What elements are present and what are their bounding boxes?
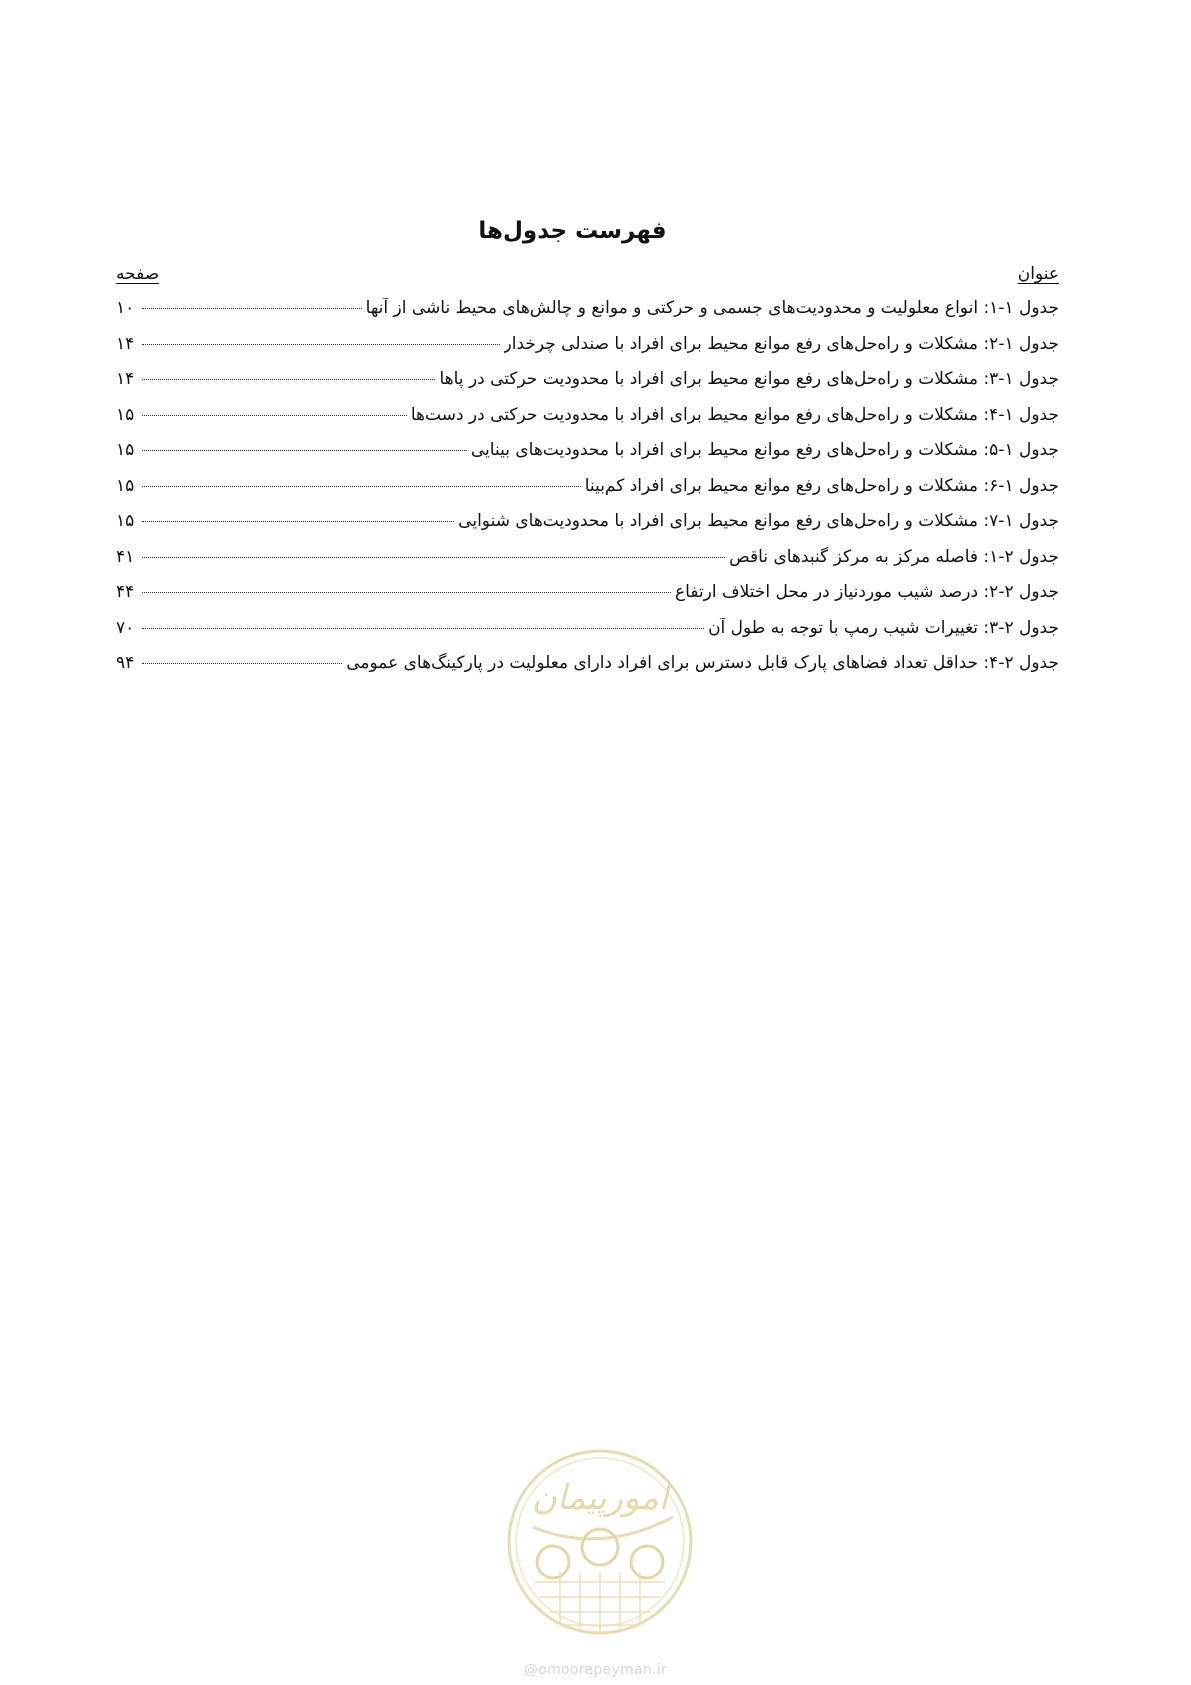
toc-entry-page: ۴۴ [116,582,135,602]
toc-entry[interactable] [116,440,1059,476]
dot-leader [142,415,407,416]
toc-entry-label: جدول ۲-۱: فاصله مرکز به مرکز گنبدهای ناقص [729,546,1059,567]
toc-entry-label: جدول ۱-۷: مشکلات و راه‌حل‌های رفع موانع محیط برای افراد با محدودیت‌های شنوایی [458,511,1059,531]
toc-entry-label: جدول ۲-۲: درصد شیب موردنیاز در محل اختلاف ارتفاع [675,582,1059,602]
toc-entry-label: جدول ۱-۴: مشکلات و راه‌حل‌های رفع موانع محیط برای افراد با محدودیت حرکتی در دست‌ها [410,404,1059,425]
dot-leader [142,379,435,380]
watermark-url: @omoorepeyman.ir [523,1662,668,1678]
toc-entry-page: ۹۴ [116,653,135,673]
toc-entry[interactable] [116,618,1059,654]
dot-leader [142,344,500,345]
dot-leader [142,557,725,558]
toc-entry-page: ۱۰ [116,298,135,318]
dot-leader [142,486,581,487]
toc-entry-label: جدول ۲-۳: تغییرات شیب رمپ با توجه به طول آن [708,617,1059,638]
toc-entry[interactable] [116,547,1059,583]
dot-leader [142,592,671,593]
toc-entry[interactable] [116,511,1059,547]
toc-entry[interactable] [116,334,1059,370]
toc-entry-page: ۱۴ [116,369,135,389]
toc-entry[interactable] [116,476,1059,512]
toc-entry-page: ۱۵ [116,511,135,531]
page-title: فهرست جدول‌ها [478,218,667,244]
toc-entry[interactable] [116,653,1059,689]
title-column-header: عنوان [1017,264,1059,284]
toc-entry-label: جدول ۱-۲: مشکلات و راه‌حل‌های رفع موانع محیط برای افراد با صندلی چرخدار [503,333,1059,354]
toc-entry-label: جدول ۱-۶: مشکلات و راه‌حل‌های رفع موانع محیط برای افراد کم‌بینا [584,475,1059,496]
toc-entry[interactable] [116,405,1059,441]
watermark-logo [505,1447,695,1637]
toc-entry[interactable] [116,298,1059,334]
toc-entry-page: ۱۴ [116,333,135,354]
dot-leader [142,450,467,451]
gear-icon [537,1529,663,1578]
toc-entry[interactable] [116,369,1059,405]
dot-leader [142,628,704,629]
toc-entry[interactable] [116,582,1059,618]
toc-entry-label: جدول ۱-۳: مشکلات و راه‌حل‌های رفع موانع محیط برای افراد با محدودیت حرکتی در پاها [439,369,1059,389]
page-column-header: صفحه [116,264,160,284]
toc-entry-page: ۱۵ [116,440,135,460]
toc-entry-page: ۱۵ [116,404,135,425]
dot-leader [142,663,342,664]
watermark-logo-text: امورپیمان [531,1478,669,1518]
dot-leader [142,521,454,522]
toc-entry-page: ۷۰ [116,617,135,638]
toc-entry-label: جدول ۲-۴: حداقل تعداد فضاهای پارک قابل دسترس برای افراد دارای معلولیت در پارکینگ‌های عمومی [346,653,1059,673]
toc-entry-label: جدول ۱-۵: مشکلات و راه‌حل‌های رفع موانع محیط برای افراد با محدودیت‌های بینایی [470,440,1059,460]
table-of-tables-list [116,298,1059,689]
dot-leader [142,308,362,309]
toc-entry-page: ۱۵ [116,475,135,496]
toc-entry-page: ۴۱ [116,546,135,567]
toc-entry-label: جدول ۱-۱: انواع معلولیت و محدودیت‌های جسمی و حرکتی و موانع و چالش‌های محیط ناشی از آنها [365,298,1059,318]
